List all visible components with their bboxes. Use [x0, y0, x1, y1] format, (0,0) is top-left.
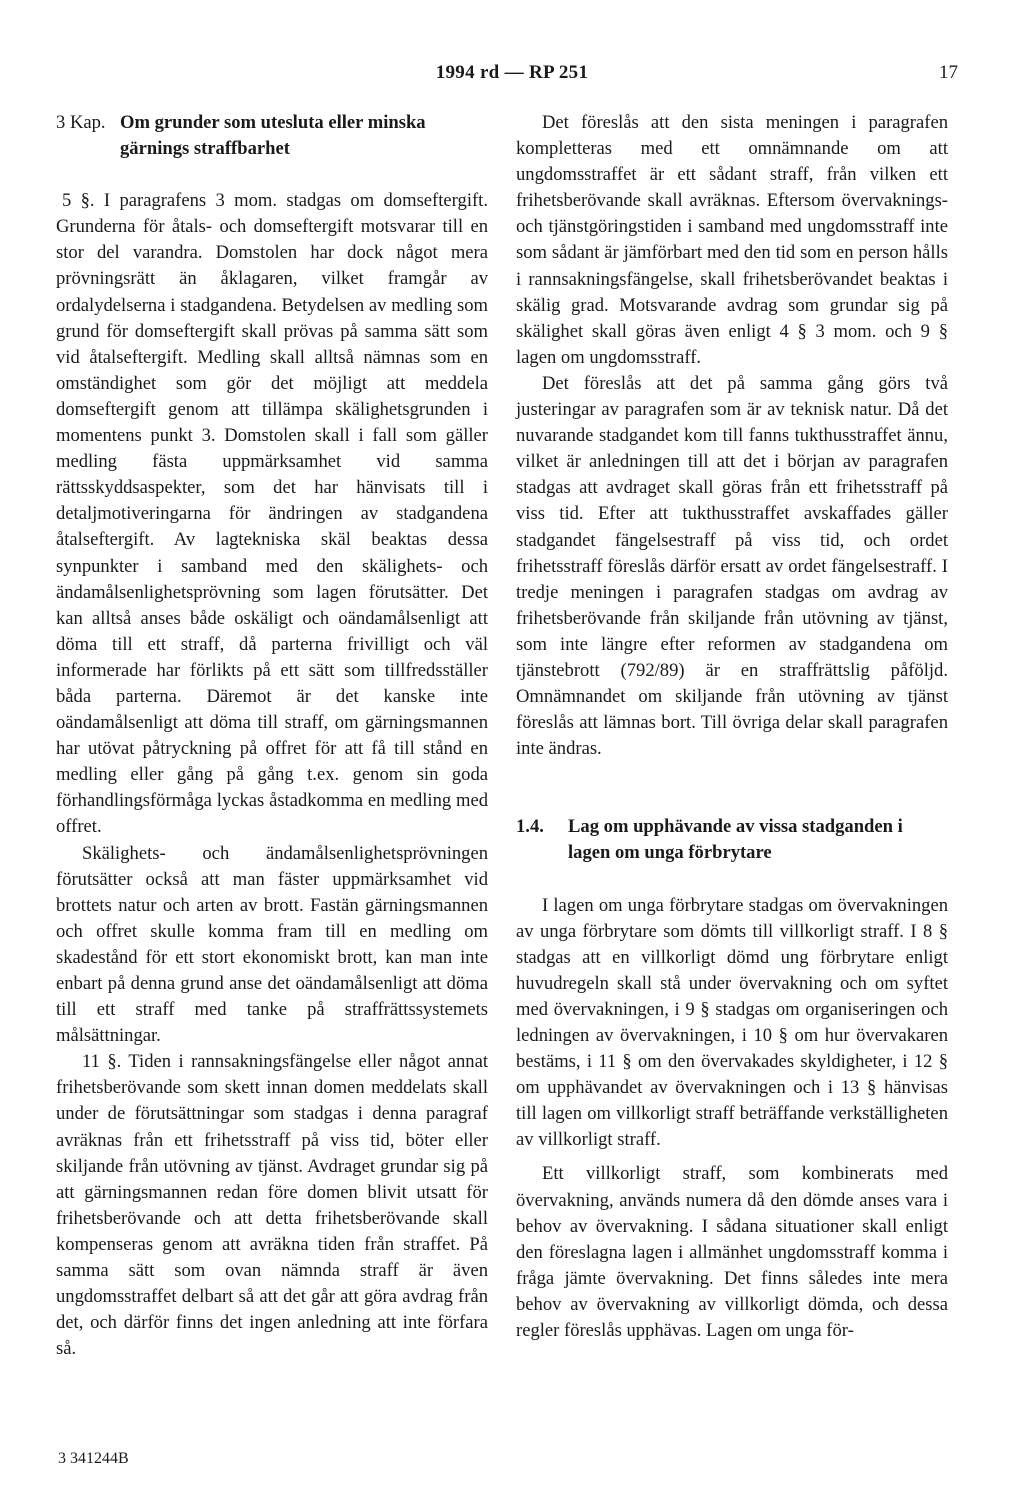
chapter-number: 3 Kap.	[56, 112, 106, 133]
paragraph-section-11: 11 §. Tiden i rannsakningsfängelse eller något annat frihetsberövande som skett innan domen meddelats skall under de förutsättningar som stadgas i denna paragraf avräknas från ett frihetsstraff på viss tid, böter eller skiljande från utövning av tjänst. Avdraget grundar sig på att gärningsmannen redan före domen blivit utsatt för frihetsberövande och att detta frihetsberövande skall kompenseras genom att avräkna tiden från straffet. På samma sätt som ovan nämnda straff är även ungdomsstraffet delbart så att det går att göra avdrag från det, och därför finns det ingen anledning att inte förfara så.	[56, 1051, 488, 1360]
chapter-heading	[56, 110, 488, 162]
left-column	[56, 110, 488, 1362]
print-code: 3 341244B	[58, 1450, 129, 1467]
running-header-title: 1994 rd — RP 251	[435, 62, 589, 83]
paragraph-ungdomsstraff-avrakning: Det föreslås att den sista meningen i paragrafen kompletteras med ett omnämnande om att ungdomsstraffet är ett sådant straff, från vilken ett frihetsberövande skall avräknas. Eftersom övervaknings- och tjänstgöringstiden i samband med ungdomsstraff inte som sådant är jämförbart med den tid som en person hålls i rannsakningsfängelse, skall frihetsberövandet beaktas i skälig grad. Motsvarande avdrag som grundar sig på skälighet skall göras även enligt 4 § 3 mom. och 9 § lagen om ungdomsstraff.	[516, 112, 948, 368]
section-number: 1.4.	[516, 816, 544, 838]
paragraph-tekniska-justeringar: Det föreslås att det på samma gång görs två justeringar av paragrafen som är av teknisk natur. Då det nuvarande stadgandet kom till fanns tukthusstraffet ännu, vilket är anledningen till att det i början av paragrafen stadgas att avdraget skall göras från ett frihetsstraff på viss tid. Efter att tukthusstraffet avskaffades gäller stadgandet fängelsestraff på viss tid, och ordet frihetsstraff föreslås därför ersatt av ordet fängelsestraff. I tredje meningen i paragrafen stadgas om avdrag av frihetsberövande från skiljande från utövning av tjänst, som inte längre efter reformen av stadgandena om tjänstebrott (792/89) är en straffrättslig påföljd. Omnämnandet om skiljande från utövning av tjänst föreslås att lämnas bort. Till övriga delar skall paragrafen inte ändras.	[516, 372, 948, 760]
chapter-title: Om grunder som utesluta eller minska gärnings straffbarhet	[120, 112, 426, 160]
paragraph-villkorligt-straff: Ett villkorligt straff, som kombinerats med övervakning, används numera då den dömde anses vara i behov av övervakning. I sådana situationer skall enligt den föreslagna lagen i allmänhet ungdomsstraff komma i fråga jämte övervakning. Det finns således inte mera behov av övervakning av villkorligt dömda, och dessa regler föreslås upphävas. Lagen om unga för-	[516, 1163, 948, 1342]
paragraph-skalighet: Skälighets- och ändamålsenlighetsprövningen förutsätter också att man fäster uppmärksamhet vid brottets natur och arten av brott. Fastän gärningsmannen och offret skulle komma fram till en medling om skadestånd för ett stort ekonomiskt brott, kan man inte enbart på denna grund anse det oändamålsenligt att döma till ett straff med tanke på straffrättssystemets målsättningar.	[56, 842, 488, 1047]
section-title: Lag om upphävande av vissa stadganden i lagen om unga förbrytare	[568, 816, 903, 864]
paragraph-unga-forbrytare: I lagen om unga förbrytare stadgas om övervakningen av unga förbrytare som dömts till villkorligt straff. I 8 § stadgas att en villkorligt dömd ung förbrytare enligt huvudregeln skall stå under övervakning och om syftet med övervakningen, i 9 § stadgas om organiseringen och ledningen av övervakningen, i 10 § om hur övervakaren bestäms, i 11 § om den övervakades skyldigheter, i 12 § om upphävandet av övervakningen och i 13 § hänvisas till lagen om villkorligt straff beträffande verkställigheten av villkorligt straff.	[516, 894, 948, 1151]
paragraph-section-5: 5 §. I paragrafens 3 mom. stadgas om domseftergift. Grunderna för åtals- och domseftergift motsvarar till en stor del varandra. Domstolen har dock något mera prövningsrätt än åklagaren, vilket framgår av ordalydelserna i stadgandena. Betydelsen av medling som grund för domseftergift skall prövas på samma sätt som vid åtalseftergift. Medling skall alltså nämnas som en omständighet som gör det möjligt att meddela domseftergift genom att tillämpa skälighetsgrunden i momentens punkt 3. Domstolen skall i fall som gäller medling fästa uppmärksamhet vid samma rättsskyddsaspekter, som det har hänvisats till i detaljmotiveringarna för ändringen av stadgandena åtalseftergift. Av lagtekniska skäl beaktas dessa synpunkter i samband med den skälighets- och ändamålsenlighetsprövning som lagen förutsätter. Det kan alltså anses både oskäligt och oändamålsenligt att döma till ett straff, då parterna frivilligt och väl informerade har förlikts på ett sätt som tillfredsställer båda parterna. Däremot är det kanske inte oändamålsenligt att döma till straff, om gärningsmannen har utövat påtryckning på offret för att få till stånd en medling eller gång på gång t.ex. genom sin goda förhandlingsförmåga lyckas åstadkomma en medling med offret.	[56, 190, 488, 838]
page-number: 17	[939, 62, 958, 83]
section-heading-1-4	[516, 814, 948, 866]
right-column	[516, 110, 948, 1344]
